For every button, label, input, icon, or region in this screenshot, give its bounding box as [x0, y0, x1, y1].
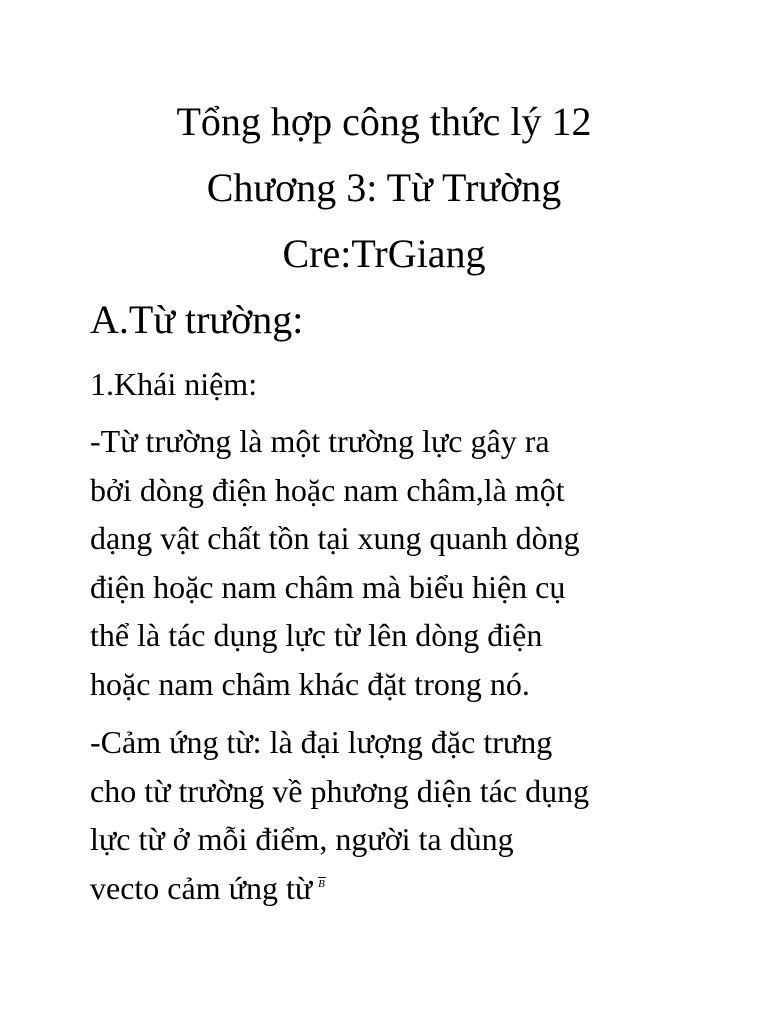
paragraph-magnetic-induction: [90, 718, 690, 912]
paragraph-line: điện hoặc nam châm mà biểu hiện cụ: [90, 568, 566, 605]
paragraph-line: -Từ trường là một trường lực gây ra: [90, 423, 550, 459]
subsection-heading: 1.Khái niệm:: [90, 366, 258, 402]
paragraph-line-text: vecto cảm ứng từ: [90, 869, 313, 906]
paragraph-line: dạng vật chất tồn tại xung quanh dòng: [90, 520, 580, 557]
paragraph-line: -Cảm ứng từ: là đại lượng đặc trưng: [90, 724, 553, 760]
paragraph-line: lực từ ở mỗi điểm, người ta dùng: [90, 821, 514, 858]
paragraph-line: cho từ trường về phương diện tác dụng: [90, 772, 590, 809]
paragraph-line: thể là tác dụng lực từ lên dòng điện: [90, 617, 543, 654]
paragraph-line: bởi dòng điện hoặc nam châm,là một: [90, 471, 565, 508]
chapter-title: Chương 3: Từ Trường: [206, 165, 562, 210]
paragraph-line-last: [90, 864, 690, 913]
vector-b-symbol: B: [318, 877, 325, 890]
author-credit: Cre:TrGiang: [282, 231, 486, 276]
paragraph-definition: [90, 417, 690, 709]
document-title: Tổng hợp công thức lý 12: [176, 99, 592, 144]
section-heading: A.Từ trường:: [90, 297, 304, 342]
paragraph-line: hoặc nam châm khác đặt trong nó.: [90, 665, 530, 702]
